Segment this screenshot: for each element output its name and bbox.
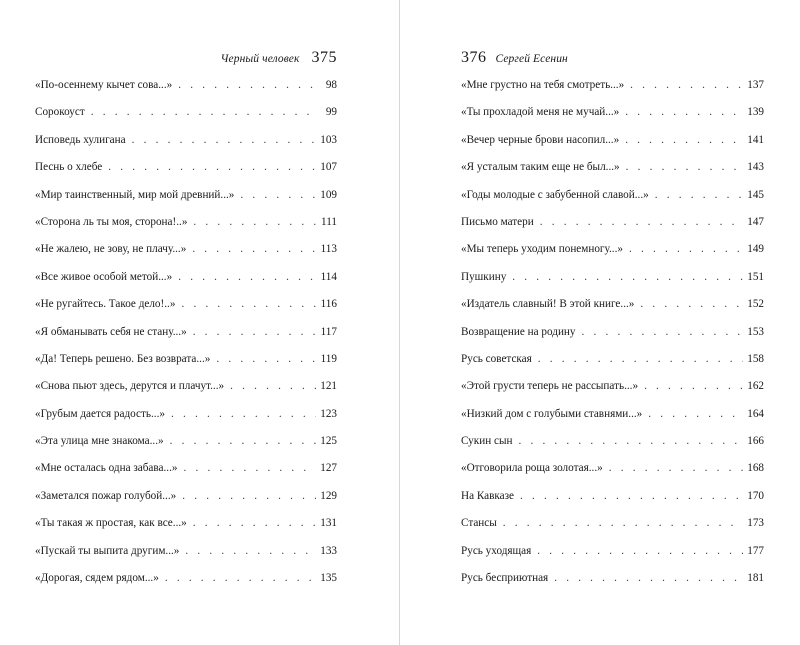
toc-entry-title: «Грубым дается радость...» [35, 407, 165, 420]
toc-entry-title: Письмо матери [461, 215, 534, 228]
toc-entry-page-number: 158 [747, 352, 764, 365]
dot-leader [540, 215, 743, 229]
toc-entry-page-number: 103 [320, 133, 337, 146]
left-running-header [221, 49, 337, 71]
toc-entry-page-number: 149 [747, 243, 764, 256]
dot-leader [630, 78, 743, 92]
left-toc-list [35, 76, 337, 596]
dot-leader [192, 242, 316, 256]
toc-entry-title: «Мне грустно на тебя смотреть...» [461, 79, 625, 91]
right-page-number: 376 [461, 49, 487, 66]
dot-leader [520, 489, 743, 503]
toc-entry[interactable] [35, 186, 337, 213]
dot-leader [537, 544, 743, 558]
toc-entry-page-number: 153 [747, 325, 764, 338]
toc-entry[interactable] [35, 295, 337, 322]
toc-entry-page-number: 141 [747, 133, 764, 146]
toc-entry[interactable] [35, 405, 337, 432]
toc-entry[interactable] [461, 350, 764, 377]
right-running-header [461, 49, 568, 71]
toc-entry-title: «Отговорила роща золотая...» [461, 462, 603, 475]
toc-entry-title: «Вечер черные брови насопил...» [461, 133, 620, 146]
toc-entry[interactable] [461, 542, 764, 569]
right-toc-list [461, 76, 764, 596]
toc-entry[interactable] [461, 295, 764, 322]
toc-entry-title: «Не жалею, не зову, не плачу...» [35, 243, 187, 256]
dot-leader [503, 516, 743, 530]
toc-entry-title: «По-осеннему кычет сова...» [35, 79, 173, 91]
toc-entry[interactable] [461, 76, 764, 103]
toc-entry-page-number: 119 [320, 352, 337, 365]
left-header-title: Черный человек [220, 53, 300, 65]
dot-leader [230, 379, 316, 393]
toc-entry-title: «Да! Теперь решено. Без возврата...» [35, 352, 211, 365]
toc-entry[interactable] [35, 76, 337, 103]
dot-leader [554, 571, 743, 585]
toc-entry-title: «Этой грусти теперь не рассыпать...» [461, 380, 639, 393]
toc-entry[interactable] [35, 158, 337, 185]
toc-entry[interactable] [35, 131, 337, 158]
dot-leader [108, 160, 316, 174]
toc-entry[interactable] [461, 432, 764, 459]
dot-leader [518, 434, 743, 448]
toc-entry[interactable] [35, 542, 337, 569]
toc-entry[interactable] [461, 377, 764, 404]
dot-leader [538, 352, 743, 366]
toc-entry-page-number: 111 [321, 215, 337, 228]
toc-entry-title: «Эта улица мне знакома...» [35, 435, 164, 448]
toc-entry-page-number: 125 [320, 435, 337, 448]
dot-leader [648, 407, 743, 421]
dot-leader [240, 188, 316, 202]
toc-entry[interactable] [35, 459, 337, 486]
toc-entry-page-number: 116 [320, 298, 337, 311]
toc-entry-page-number: 117 [320, 325, 337, 338]
toc-entry-title: «Мне осталась одна забава...» [35, 462, 178, 475]
toc-entry[interactable] [461, 459, 764, 486]
dot-leader [181, 297, 316, 311]
toc-entry-page-number: 135 [320, 572, 337, 585]
dot-leader [216, 352, 316, 366]
toc-entry-page-number: 147 [747, 215, 764, 228]
toc-entry[interactable] [35, 569, 337, 596]
toc-entry[interactable] [35, 240, 337, 267]
toc-entry-page-number: 181 [747, 572, 764, 585]
toc-entry[interactable] [35, 377, 337, 404]
toc-entry-title: Сорокоуст [35, 106, 85, 119]
toc-entry[interactable] [461, 158, 764, 185]
dot-leader [512, 270, 743, 284]
toc-entry[interactable] [35, 487, 337, 514]
toc-entry[interactable] [35, 350, 337, 377]
dot-leader [640, 297, 743, 311]
dot-leader [170, 434, 316, 448]
right-header-title: Сергей Есенин [495, 53, 568, 65]
toc-entry-page-number: 107 [320, 161, 337, 174]
toc-entry[interactable] [461, 240, 764, 267]
toc-entry-title: «Ты прохладой меня не мучай...» [461, 106, 620, 119]
toc-entry-title: «Мир таинственный, мир мой древний...» [35, 188, 235, 201]
toc-entry[interactable] [461, 405, 764, 432]
toc-entry-title: Стансы [461, 517, 497, 530]
toc-entry-title: «Я усталым таким еще не был...» [461, 161, 620, 174]
toc-entry[interactable] [35, 268, 337, 295]
toc-entry[interactable] [35, 213, 337, 240]
dot-leader [625, 105, 743, 119]
dot-leader [183, 461, 316, 475]
toc-entry-page-number: 151 [747, 270, 764, 283]
dot-leader [91, 105, 316, 119]
toc-entry[interactable] [35, 432, 337, 459]
toc-entry-title: «Ты такая ж простая, как все...» [35, 517, 187, 530]
toc-entry[interactable] [35, 103, 337, 130]
toc-entry[interactable] [461, 186, 764, 213]
toc-entry-title: Сукин сын [461, 435, 513, 448]
toc-entry-title: «Низкий дом с голубыми ставнями...» [461, 407, 643, 420]
dot-leader [644, 379, 743, 393]
toc-entry-page-number: 173 [747, 517, 764, 530]
dot-leader [171, 407, 316, 421]
toc-entry-page-number: 121 [320, 380, 337, 393]
dot-leader [655, 188, 743, 202]
dot-leader [193, 325, 316, 339]
right-page [400, 0, 800, 645]
toc-entry-page-number: 152 [747, 298, 764, 311]
toc-entry-title: Русь бесприютная [461, 572, 549, 585]
dot-leader [582, 325, 743, 339]
toc-entry-title: «Я обманывать себя не стану...» [35, 325, 187, 338]
dot-leader [178, 270, 316, 284]
toc-entry-title: «Сторона ль ты моя, сторона!..» [35, 215, 188, 228]
toc-entry-title: Русь советская [461, 352, 532, 365]
toc-entry-title: «Все живое особой метой...» [35, 270, 173, 283]
toc-entry[interactable] [461, 103, 764, 130]
toc-entry-title: «Мы теперь уходим понемногу...» [461, 243, 623, 256]
toc-entry[interactable] [461, 514, 764, 541]
toc-entry-title: Пушкину [461, 270, 507, 283]
dot-leader [185, 544, 316, 558]
dot-leader [625, 133, 743, 147]
toc-entry-page-number: 168 [747, 462, 764, 475]
toc-entry[interactable] [461, 323, 764, 350]
toc-entry-title: «Пускай ты выпита другим...» [35, 544, 180, 557]
toc-entry[interactable] [461, 268, 764, 295]
toc-entry-page-number: 137 [747, 79, 764, 91]
dot-leader [193, 215, 316, 229]
toc-entry-page-number: 113 [320, 243, 337, 256]
dot-leader [609, 461, 743, 475]
left-page [0, 0, 399, 645]
toc-entry-page-number: 131 [320, 517, 337, 530]
left-page-number: 375 [311, 49, 337, 66]
toc-entry-title: Возвращение на родину [461, 325, 576, 338]
dot-leader [132, 133, 316, 147]
toc-entry[interactable] [35, 323, 337, 350]
dot-leader [182, 489, 316, 503]
toc-entry-title: Исповедь хулигана [35, 133, 126, 146]
toc-entry-page-number: 123 [320, 407, 337, 420]
toc-entry-page-number: 129 [320, 489, 337, 502]
toc-entry-title: «Снова пьют здесь, дерутся и плачут...» [35, 380, 225, 393]
toc-entry-title: «Не ругайтесь. Такое дело!..» [35, 298, 176, 311]
toc-entry-page-number: 170 [747, 489, 764, 502]
toc-entry-page-number: 109 [320, 188, 337, 201]
toc-entry-title: «Годы молодые с забубенной славой...» [461, 188, 649, 201]
toc-entry-page-number: 114 [320, 270, 337, 283]
toc-entry-title: Русь уходящая [461, 544, 532, 557]
toc-entry-page-number: 133 [320, 544, 337, 557]
toc-entry-page-number: 162 [747, 380, 764, 393]
toc-entry-page-number: 98 [325, 79, 337, 91]
toc-entry-page-number: 145 [747, 188, 764, 201]
toc-entry-page-number: 164 [747, 407, 764, 420]
toc-entry-page-number: 143 [747, 161, 764, 174]
dot-leader [193, 516, 316, 530]
dot-leader [178, 78, 316, 92]
toc-entry-page-number: 166 [747, 435, 764, 448]
toc-entry-page-number: 127 [320, 462, 337, 475]
toc-entry[interactable] [461, 569, 764, 596]
dot-leader [629, 242, 743, 256]
toc-entry-page-number: 139 [747, 106, 764, 119]
toc-entry-page-number: 99 [325, 106, 337, 119]
toc-entry-title: Песнь о хлебе [35, 161, 103, 174]
toc-entry-title: «Издатель славный! В этой книге...» [461, 298, 635, 311]
toc-entry[interactable] [461, 213, 764, 240]
dot-leader [165, 571, 316, 585]
toc-entry[interactable] [461, 487, 764, 514]
dot-leader [626, 160, 743, 174]
toc-entry-title: «Дорогая, сядем рядом...» [35, 572, 159, 585]
toc-entry[interactable] [35, 514, 337, 541]
toc-entry-title: На Кавказе [461, 489, 515, 502]
toc-entry-title: «Заметался пожар голубой...» [35, 489, 177, 502]
toc-entry-page-number: 177 [747, 544, 764, 557]
toc-entry[interactable] [461, 131, 764, 158]
